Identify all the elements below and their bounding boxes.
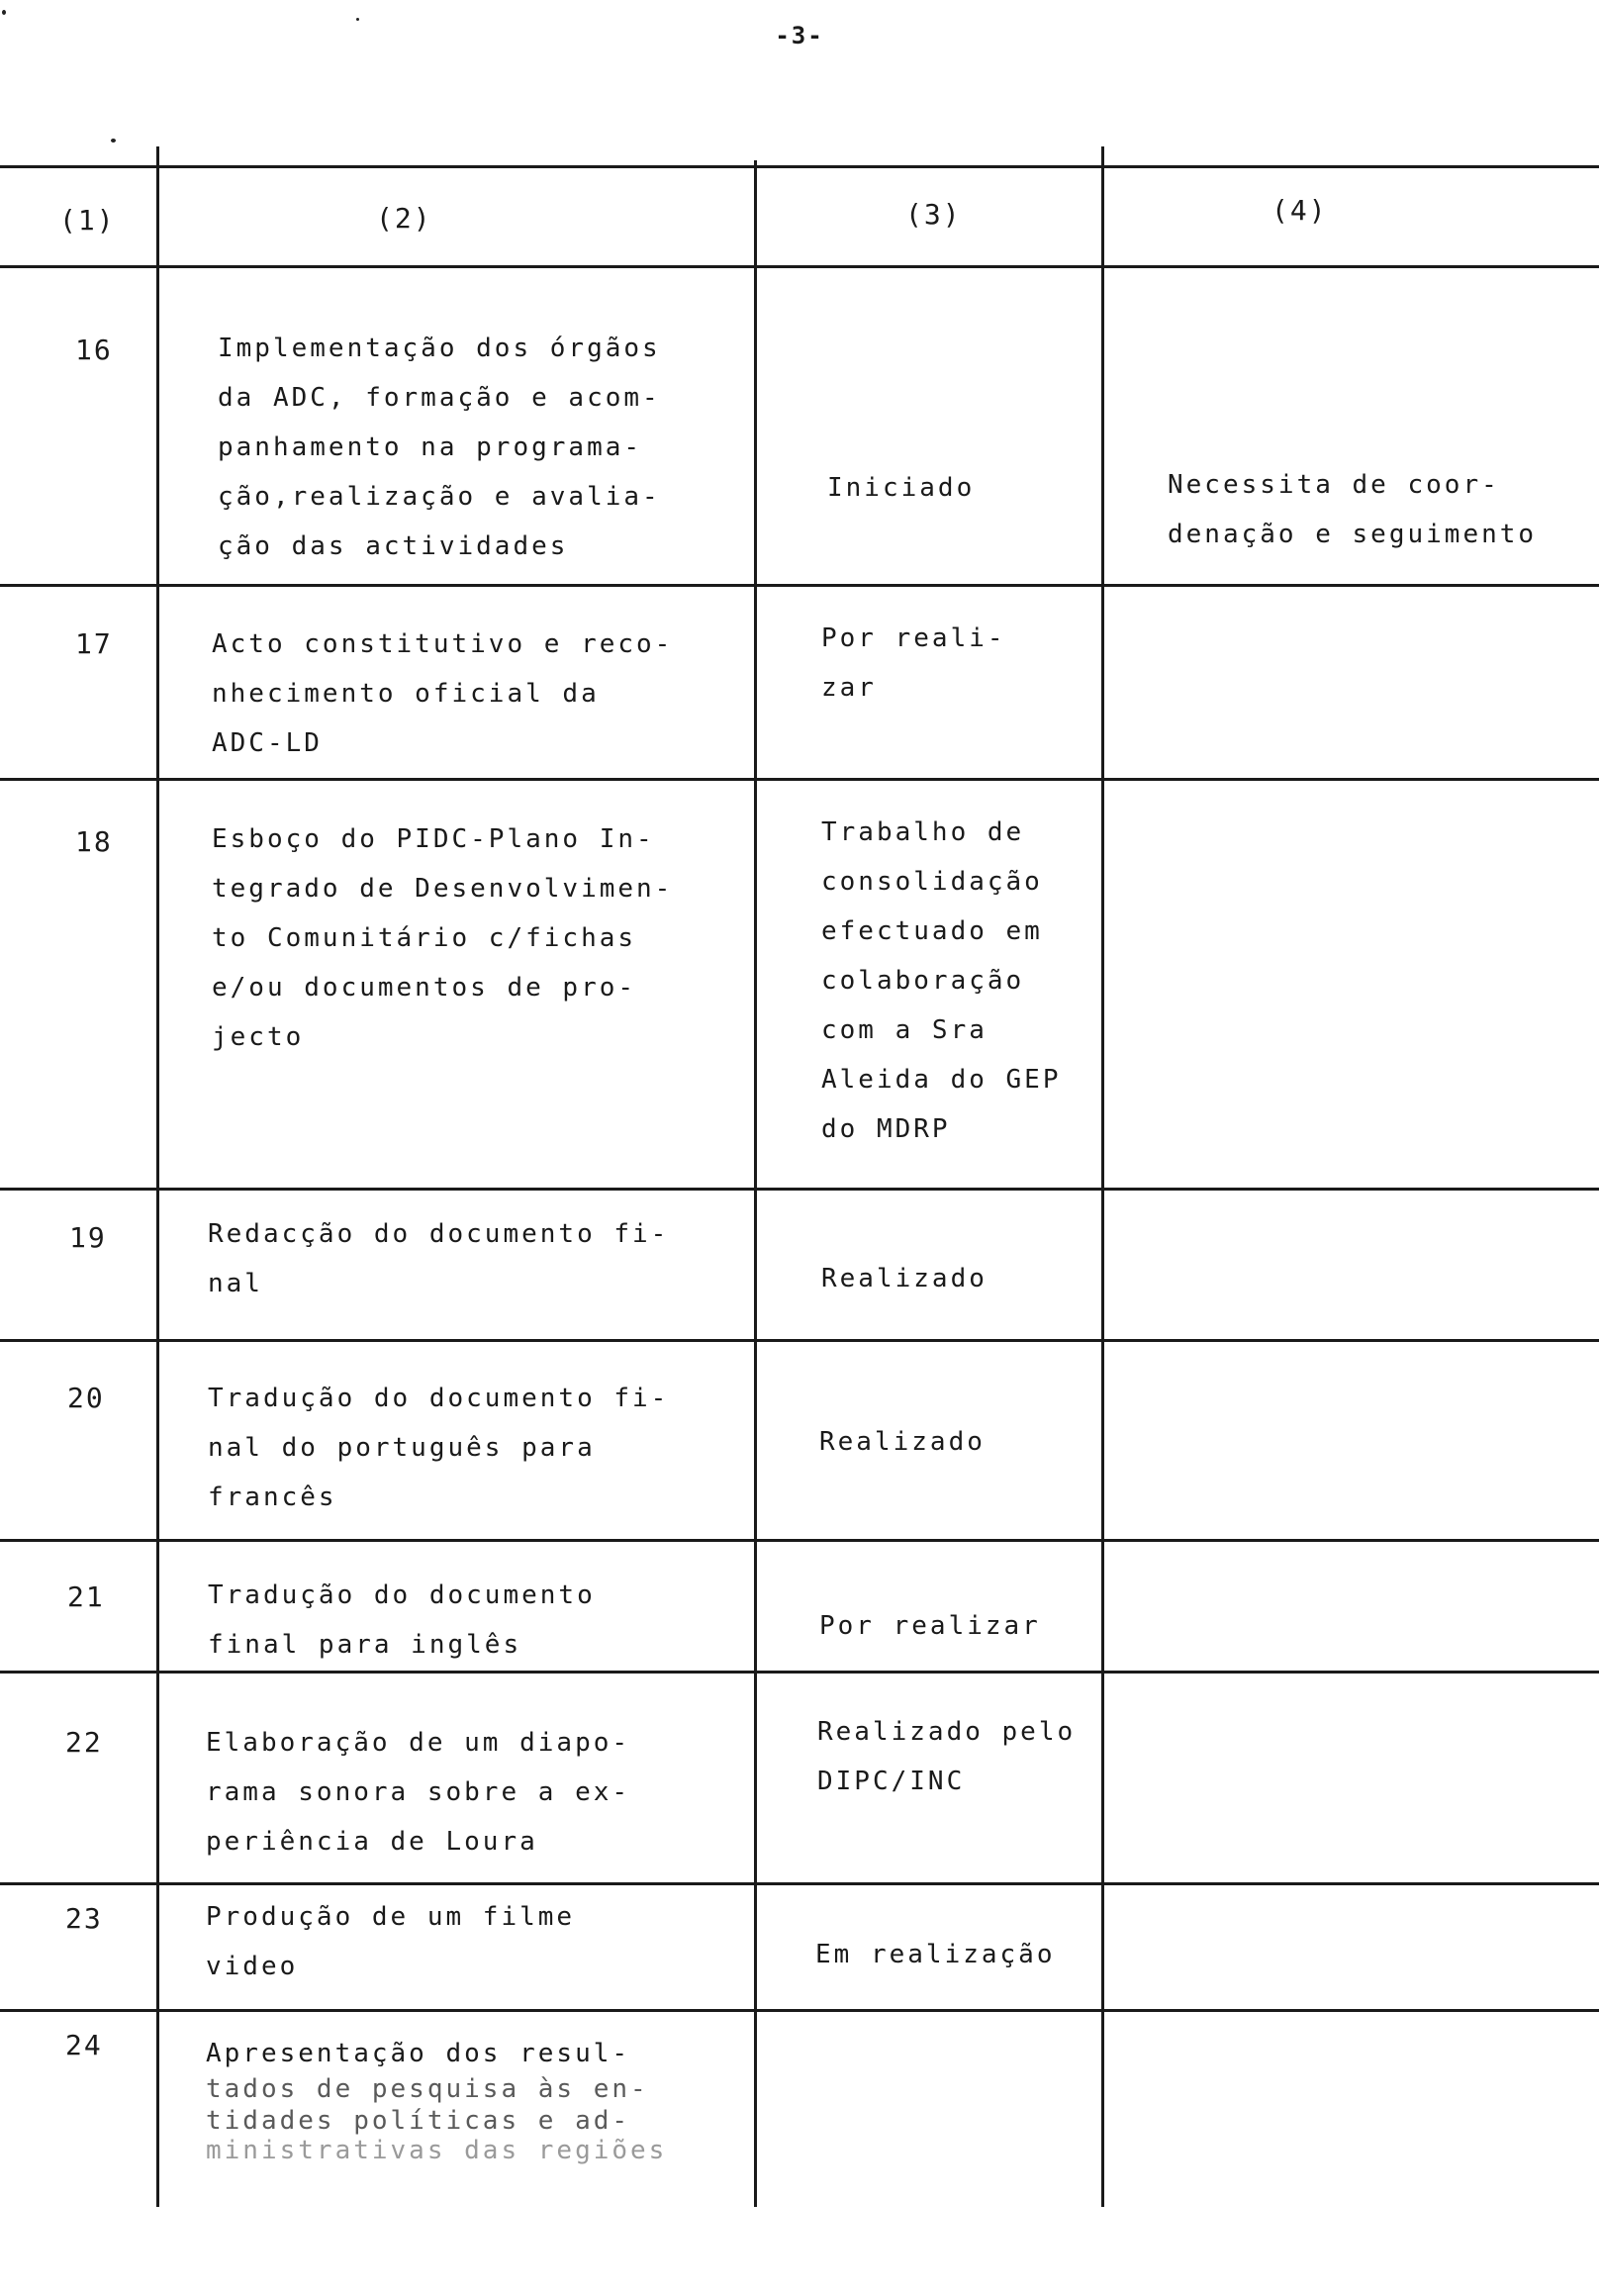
activity-description: Acto constitutivo e reco- nhecimento oficial da ADC-LD xyxy=(212,629,674,758)
page-number: -3- xyxy=(775,22,824,49)
column-divider xyxy=(754,160,757,2207)
status-text: Trabalho de consolidação efectuado em colaboração com a Sra Aleida do GEP do MDRP xyxy=(821,817,1062,1144)
row-number: 22 xyxy=(65,1726,103,1759)
row-divider xyxy=(0,1539,1599,1542)
activity-description: Redacção do documento fi- nal xyxy=(208,1219,670,1298)
column-header-4: (4) xyxy=(1271,194,1328,227)
activity-description: Esboço do PIDC-Plano In- tegrado de Desenvolvimen- to Comunitário c/fichas e/ou documentos de pro- jecto xyxy=(212,824,674,1052)
activity-description-line: ministrativas das regiões xyxy=(206,2136,668,2165)
row-number: 21 xyxy=(67,1580,105,1613)
row-number: 23 xyxy=(65,1902,103,1935)
row-divider xyxy=(0,2009,1599,2012)
status-text: Iniciado xyxy=(827,473,976,503)
column-divider xyxy=(1101,146,1104,2207)
activity-description-line: tados de pesquisa às en- xyxy=(206,2074,649,2104)
status-text: Realizado xyxy=(821,1264,988,1293)
row-divider xyxy=(0,1339,1599,1342)
activity-description: Produção de um filme video xyxy=(206,1902,576,1981)
row-divider xyxy=(0,584,1599,587)
activity-description: Elaboração de um diapo- rama sonora sobre a ex- periência de Loura xyxy=(206,1728,631,1857)
row-number: 18 xyxy=(75,825,113,858)
activity-description: Tradução do documento final para inglês xyxy=(208,1580,596,1660)
status-text: Por realizar xyxy=(819,1611,1041,1641)
column-header-2: (2) xyxy=(376,202,432,235)
column-header-1: (1) xyxy=(59,204,116,237)
status-text: Em realização xyxy=(815,1940,1056,1969)
row-divider xyxy=(0,165,1599,168)
status-text: Realizado xyxy=(819,1427,986,1457)
activity-description-line: Apresentação dos resul- xyxy=(206,2039,631,2068)
activity-description: Tradução do documento fi- nal do português para francês xyxy=(208,1384,670,1512)
row-divider xyxy=(0,1671,1599,1674)
scan-speck xyxy=(2,10,6,15)
row-number: 19 xyxy=(69,1221,107,1254)
row-number: 17 xyxy=(75,627,113,660)
scan-speck xyxy=(356,18,359,21)
row-divider xyxy=(0,1188,1599,1191)
column-divider xyxy=(156,146,159,2207)
row-number: 20 xyxy=(67,1382,105,1414)
activity-description-line: tidades políticas e ad- xyxy=(206,2106,631,2136)
notes-text: Necessita de coor- denação e seguimento xyxy=(1168,470,1538,549)
row-divider xyxy=(0,265,1599,268)
status-text: Por reali- zar xyxy=(821,623,1006,703)
scan-speck xyxy=(111,139,116,143)
row-number: 24 xyxy=(65,2029,103,2061)
column-header-3: (3) xyxy=(905,198,962,231)
row-divider xyxy=(0,778,1599,781)
status-text: Realizado pelo DIPC/INC xyxy=(817,1717,1077,1796)
row-number: 16 xyxy=(75,334,113,366)
row-divider xyxy=(0,1882,1599,1885)
activity-description: Implementação dos órgãos da ADC, formação e acom- panhamento na programa- ção,realização e avalia- ção das actividades xyxy=(218,334,661,561)
